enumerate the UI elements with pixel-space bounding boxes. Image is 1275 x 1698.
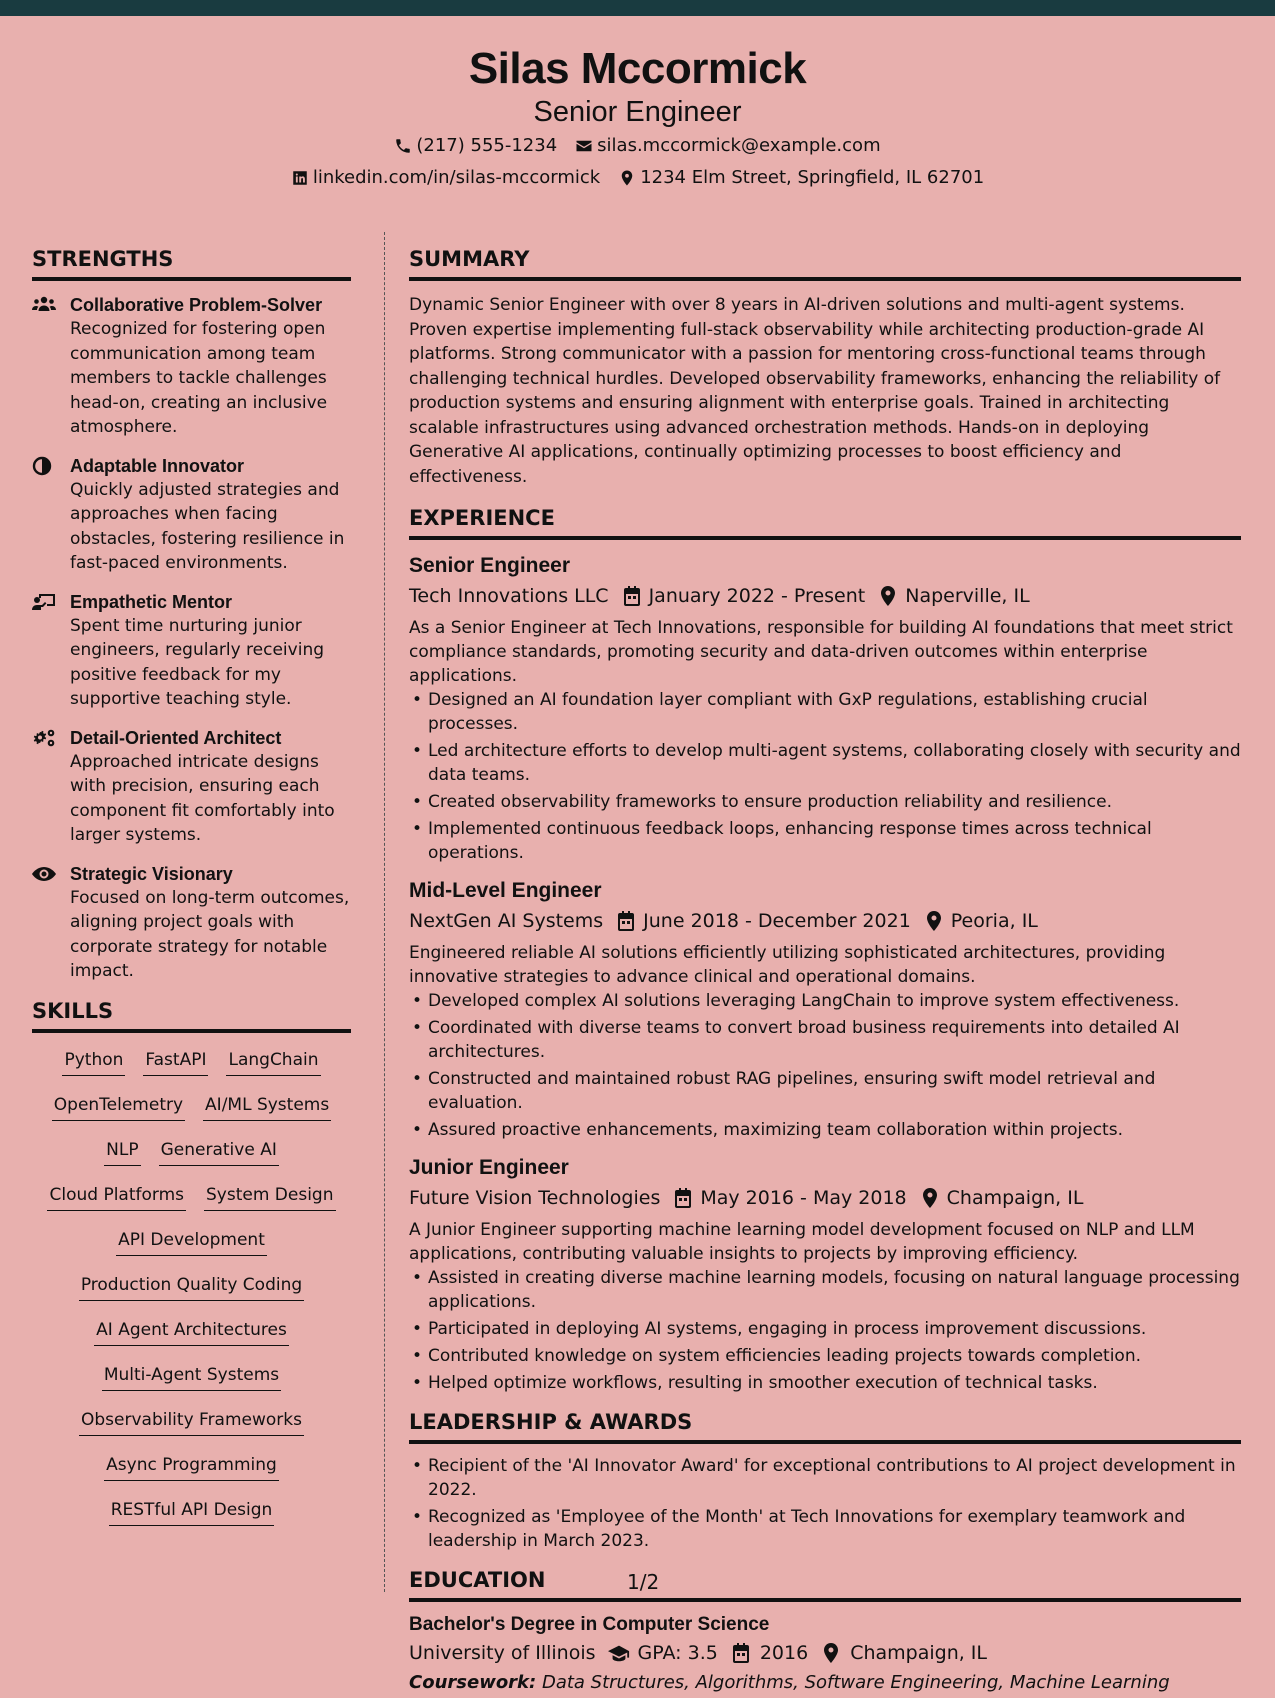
job-company: Future Vision Technologies [409, 1187, 661, 1209]
skill-tag: Python [62, 1049, 125, 1076]
job-title: Junior Engineer [409, 1156, 569, 1179]
degree-title: Bachelor's Degree in Computer Science [409, 1614, 770, 1635]
envelope-icon [575, 137, 593, 155]
school-name: University of Illinois [409, 1642, 596, 1664]
map-pin-icon [879, 586, 897, 606]
column-divider [384, 232, 385, 1592]
skill-tag: System Design [204, 1184, 336, 1211]
job-bullet: • Created observability frameworks to ensure production reliability and resilience. [409, 790, 1241, 814]
award-item: • Recognized as 'Employee of the Month' at Tech Innovations for exemplary teamwork and leadership in March 2023. [409, 1505, 1241, 1553]
resume-header [0, 16, 1275, 204]
education-heading: EDUCATION [409, 1567, 1241, 1602]
calendar-icon [730, 1643, 752, 1663]
job-dates: May 2016 - May 2018 [700, 1187, 907, 1209]
job-bullet: • Designed an AI foundation layer compliant with GxP regulations, establishing crucial processes. [409, 688, 1241, 736]
skill-tag: AI Agent Architectures [94, 1319, 289, 1346]
left-column [32, 246, 351, 1544]
top-accent-bar [0, 0, 1275, 16]
gpa-text: GPA: 3.5 [637, 1642, 718, 1664]
job-entry [409, 552, 1241, 865]
linkedin-text: linkedin.com/in/silas-mccormick [312, 167, 601, 188]
eye-icon [32, 864, 56, 884]
summary-heading: SUMMARY [409, 246, 1241, 281]
calendar-icon [623, 586, 641, 606]
skill-tag: Multi-Agent Systems [102, 1364, 281, 1391]
strength-item [32, 862, 351, 984]
job-bullet: • Constructed and maintained robust RAG pipelines, ensuring swift model retrieval and evaluation. [409, 1067, 1241, 1115]
job-bullet: • Coordinated with diverse teams to convert broad business requirements into detailed AI architectures. [409, 1016, 1241, 1064]
job-dates: June 2018 - December 2021 [643, 910, 911, 932]
linkedin-contact[interactable] [291, 167, 600, 189]
school-location: Champaign, IL [850, 1642, 988, 1664]
contact-row-primary [0, 135, 1275, 157]
job-company: Tech Innovations LLC [409, 585, 609, 607]
skill-tag: API Development [116, 1229, 267, 1256]
calendar-icon [674, 1188, 692, 1208]
experience-heading: EXPERIENCE [409, 505, 1241, 540]
email-contact[interactable] [575, 135, 880, 157]
coursework-text: Data Structures, Algorithms, Software Engineering, Machine Learning [541, 1672, 1170, 1693]
right-column [409, 246, 1241, 1698]
map-pin-icon [618, 169, 636, 187]
skill-tag: Production Quality Coding [79, 1274, 304, 1301]
users-icon [32, 295, 56, 315]
coursework-line [409, 1668, 1241, 1698]
skill-tag: Cloud Platforms [47, 1184, 186, 1211]
phone-icon [394, 137, 412, 155]
summary-text: Dynamic Senior Engineer with over 8 years in AI-driven solutions and multi-agent systems. Proven expertise implementing full-stack observability while architecting production-grade AI platforms. Strong communicator with a passion for mentoring cross-functional teams through challenging technical hurdles. Developed observability frameworks, enhancing the reliability of production systems and ensuring alignment with enterprise goals. Trained in architecting scalable infrastructures using advanced orchestration methods. Hands-on in deploying Generative AI applications, continually optimizing processes to boost efficiency and effectiveness. [409, 295, 1221, 487]
strength-title: Empathetic Mentor [70, 591, 233, 612]
job-entry [409, 877, 1241, 1142]
candidate-title: Senior Engineer [533, 96, 742, 128]
address-contact [618, 167, 984, 189]
strengths-heading: STRENGTHS [32, 246, 351, 281]
skill-tag: AI/ML Systems [203, 1094, 331, 1121]
map-pin-icon [925, 911, 943, 931]
job-bullet: • Helped optimize workflows, resulting in smoother execution of technical tasks. [409, 1371, 1241, 1395]
job-description: Engineered reliable AI solutions efficiently utilizing sophisticated architectures, providing innovative strategies to advance clinical and operational domains. [409, 943, 1166, 987]
graduation-year: 2016 [759, 1642, 809, 1664]
job-bullet: • Developed complex AI solutions leveraging LangChain to improve system effectiveness. [409, 989, 1241, 1013]
job-dates: January 2022 - Present [648, 585, 866, 607]
strength-title: Detail-Oriented Architect [70, 727, 282, 748]
skill-tag: NLP [104, 1139, 140, 1166]
gears-icon [32, 728, 56, 748]
job-title: Senior Engineer [409, 554, 571, 577]
leadership-section [409, 1409, 1241, 1553]
map-pin-icon [921, 1188, 939, 1208]
job-company: NextGen AI Systems [409, 910, 604, 932]
job-description: A Junior Engineer supporting machine learning model development focused on NLP and LLM applications, contributing valuable insights to projects by improving efficiency. [409, 1220, 1195, 1264]
job-location: Peoria, IL [950, 910, 1038, 932]
candidate-name: Silas Mccormick [468, 44, 807, 93]
skill-tag: RESTful API Design [109, 1499, 275, 1526]
education-section [409, 1567, 1241, 1698]
map-pin-icon [820, 1643, 842, 1663]
skill-tag: Observability Frameworks [79, 1409, 304, 1436]
skill-tag: Generative AI [159, 1139, 279, 1166]
phone-text: (217) 555-1234 [416, 135, 558, 156]
job-bullet: • Led architecture efforts to develop multi-agent systems, collaborating closely with security and data teams. [409, 739, 1241, 787]
skills-heading: SKILLS [32, 998, 351, 1033]
strength-title: Strategic Visionary [70, 863, 233, 884]
job-location: Champaign, IL [946, 1187, 1084, 1209]
job-bullet: • Assured proactive enhancements, maximizing team collaboration within projects. [409, 1118, 1241, 1142]
job-bullet: • Assisted in creating diverse machine learning models, focusing on natural language processing applications. [409, 1266, 1241, 1314]
strength-item [32, 726, 351, 848]
teacher-icon [32, 592, 56, 612]
skill-tag: Async Programming [104, 1454, 279, 1481]
email-text: silas.mccormick@example.com [597, 135, 881, 156]
strength-item [32, 293, 351, 440]
job-title: Mid-Level Engineer [409, 879, 602, 902]
strength-desc: Approached intricate designs with precision, ensuring each component fit comfortably into larger systems. [70, 751, 335, 845]
skills-list [32, 1045, 351, 1544]
strength-item [32, 590, 351, 712]
job-bullet: • Contributed knowledge on system efficiencies leading projects towards completion. [409, 1344, 1241, 1368]
job-bullet: • Participated in deploying AI systems, engaging in process improvement discussions. [409, 1317, 1241, 1341]
strength-desc: Focused on long-term outcomes, aligning project goals with corporate strategy for notable impact. [70, 887, 350, 981]
address-text: 1234 Elm Street, Springfield, IL 62701 [640, 167, 985, 188]
strength-desc: Quickly adjusted strategies and approaches when facing obstacles, fostering resilience in fast-paced environments. [70, 479, 345, 573]
job-bullet: • Implemented continuous feedback loops, enhancing response times across technical operations. [409, 817, 1241, 865]
strength-title: Adaptable Innovator [70, 455, 245, 476]
award-item: • Recipient of the 'AI Innovator Award' for exceptional contributions to AI project development in 2022. [409, 1454, 1241, 1502]
page-number: 1/2 [627, 1570, 660, 1594]
graduation-cap-icon [608, 1643, 630, 1663]
skill-tag: FastAPI [143, 1049, 208, 1076]
linkedin-icon [291, 169, 309, 187]
skill-tag: OpenTelemetry [52, 1094, 185, 1121]
coursework-label: Coursework: [409, 1672, 537, 1693]
contact-row-secondary [0, 167, 1275, 189]
calendar-icon [617, 911, 635, 931]
strength-title: Collaborative Problem-Solver [70, 295, 323, 315]
job-description: As a Senior Engineer at Tech Innovations, responsible for building AI foundations that meet strict compliance standards, promoting security and data-driven outcomes within enterprise applications. [409, 618, 1233, 686]
phone-contact[interactable] [394, 135, 557, 157]
strength-item [32, 454, 351, 576]
strength-desc: Spent time nurturing junior engineers, regularly receiving positive feedback for my supportive teaching style. [70, 615, 325, 709]
job-location: Naperville, IL [905, 585, 1030, 607]
skill-tag: LangChain [226, 1049, 320, 1076]
leadership-heading: LEADERSHIP & AWARDS [409, 1409, 1241, 1444]
strength-desc: Recognized for fostering open communication among team members to tackle challenges head-on, creating an inclusive atmosphere. [70, 319, 328, 437]
job-entry [409, 1154, 1241, 1395]
half-circle-icon [32, 456, 56, 476]
